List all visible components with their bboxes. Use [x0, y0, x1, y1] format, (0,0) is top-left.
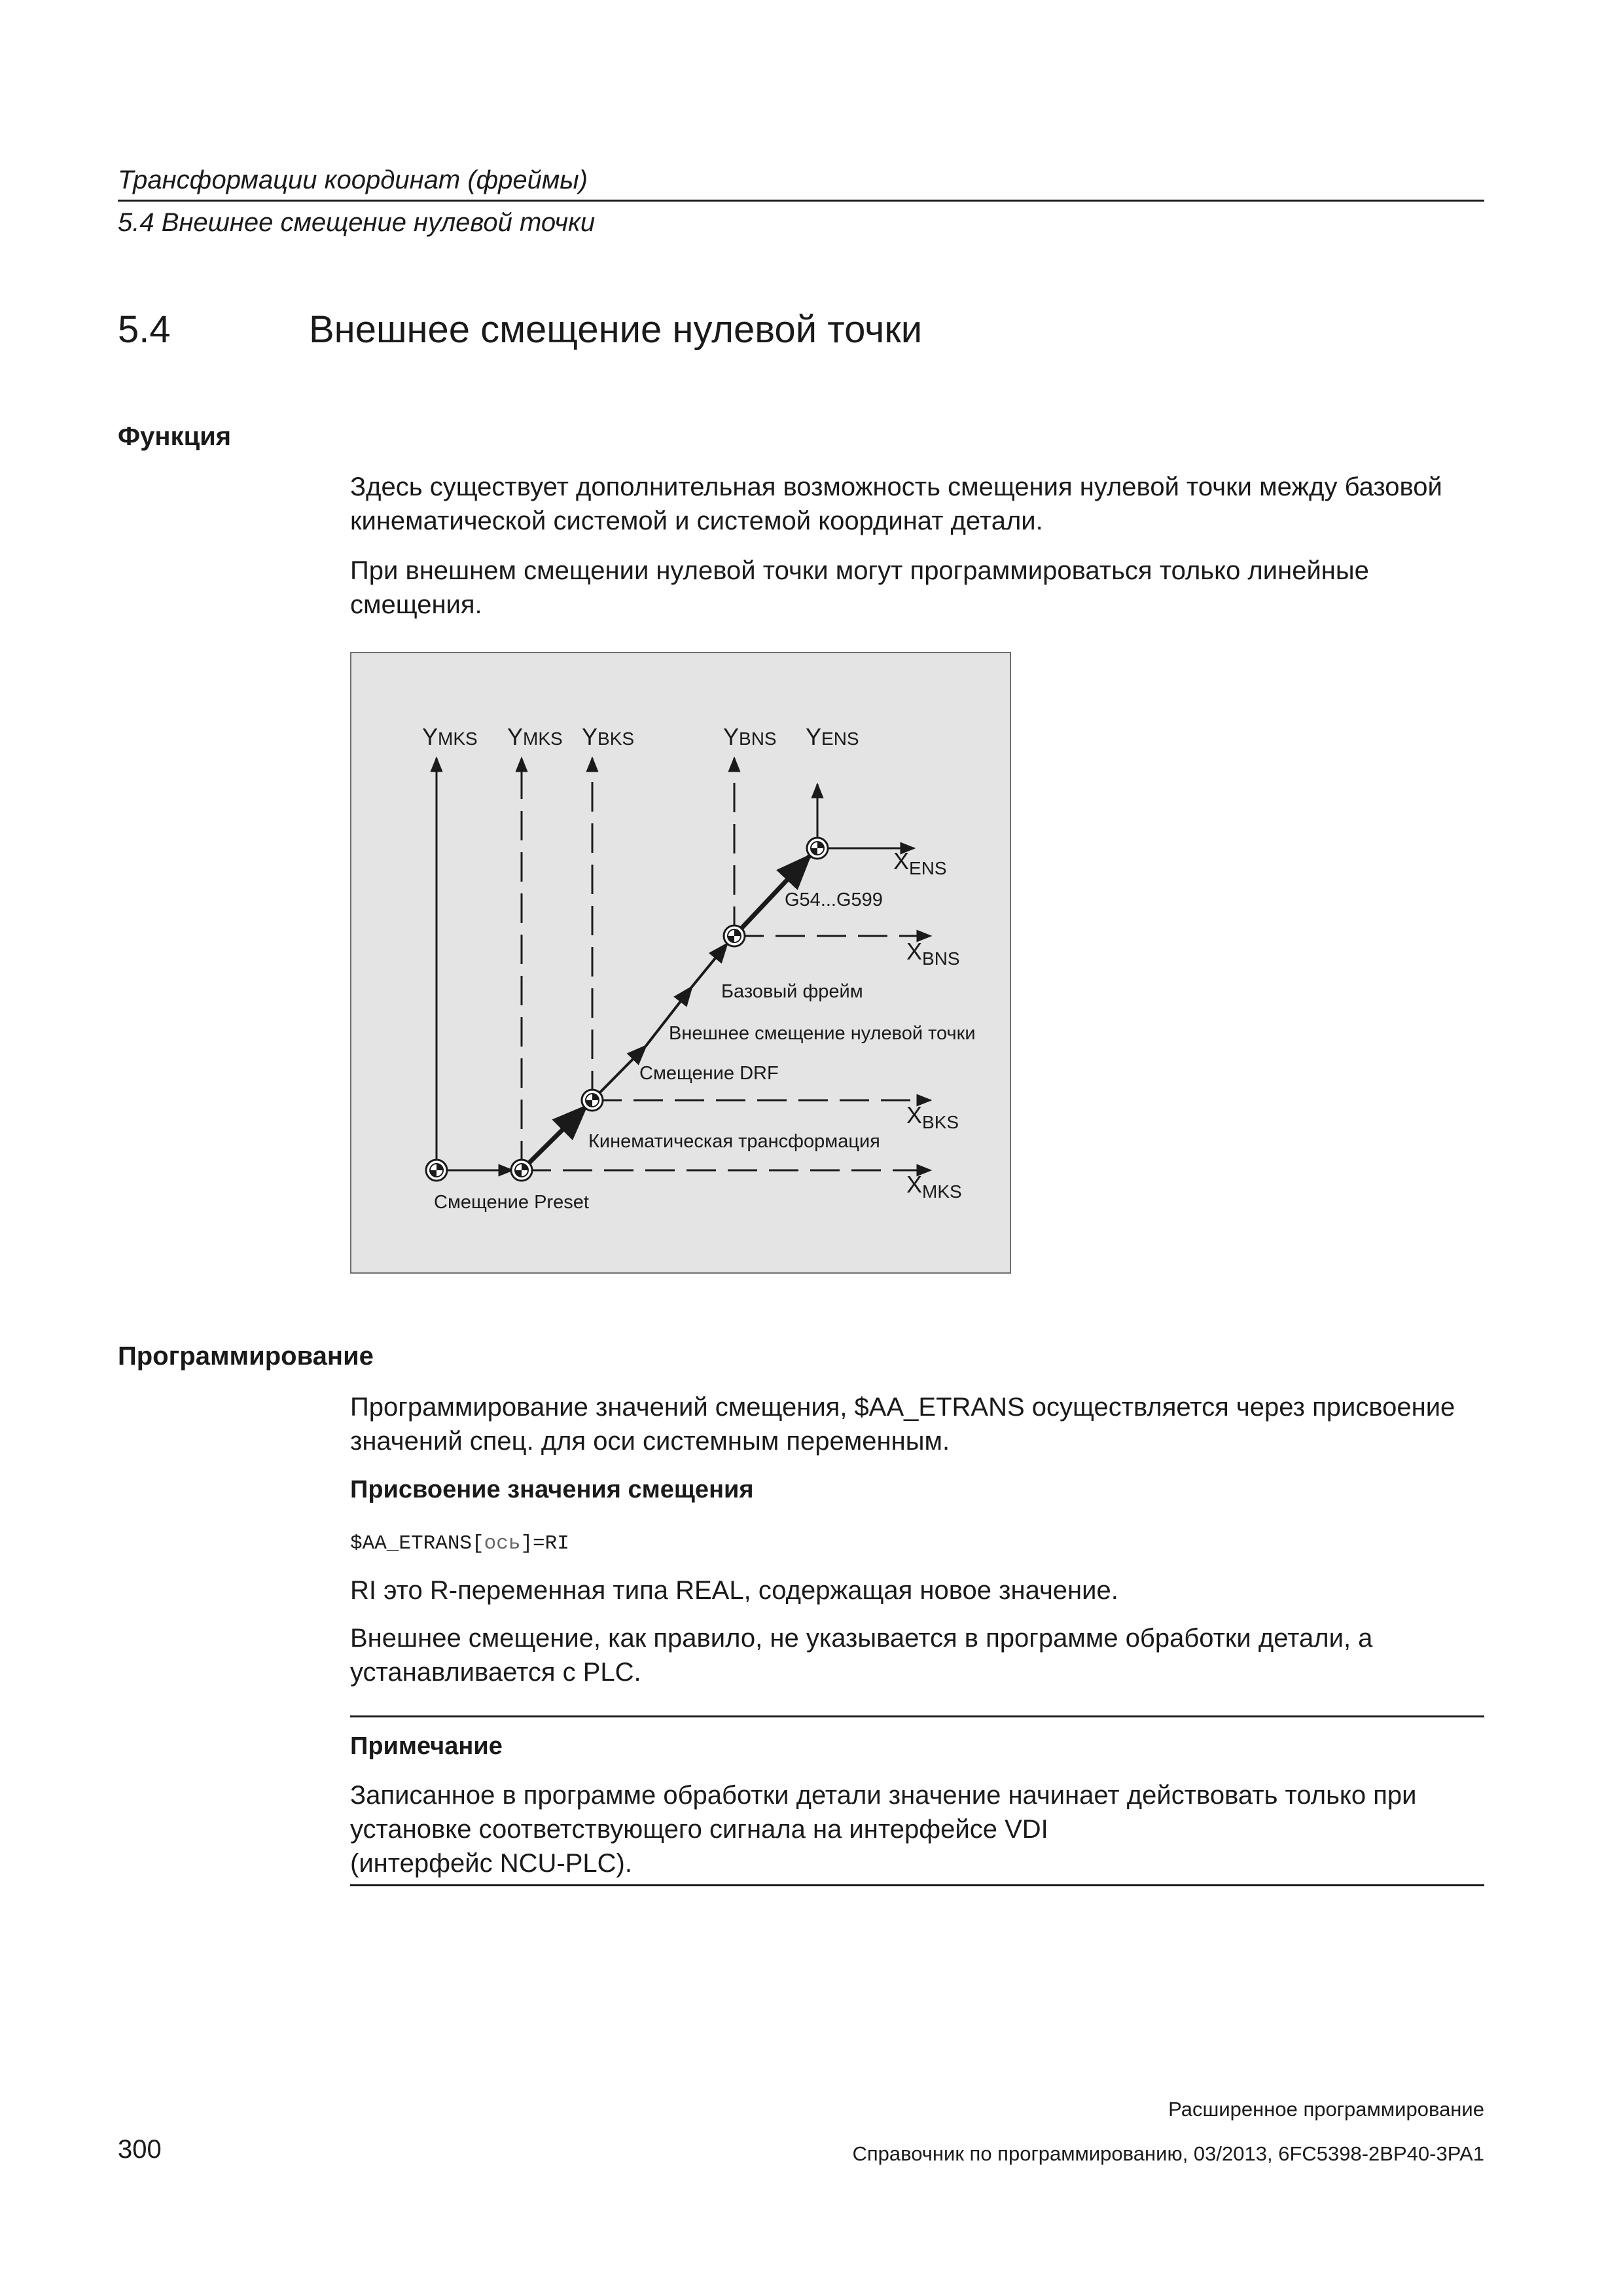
footer-reference: Справочник по программированию, 03/2013, 6FC5398-2BP40-3PA1 — [852, 2142, 1484, 2165]
note-line-3: (интерфейс NCU-PLC). — [350, 1849, 632, 1878]
note-top-rule — [350, 1715, 1484, 1717]
origin-symbol-preset — [511, 1160, 532, 1181]
x-label-ens: $X_{ENS}$ — [893, 848, 947, 878]
page-number: 300 — [118, 2135, 162, 2164]
origin-symbol-mks — [426, 1160, 447, 1181]
header-rule — [118, 200, 1484, 202]
y-label-bks: YBKS — [582, 723, 635, 750]
section-number: 5.4 — [118, 308, 171, 351]
y-label-bns: YBNS — [723, 723, 777, 750]
label-kinematic-transform: Кинематическая трансформация — [588, 1131, 880, 1152]
code-example: $AA_ETRANS[ось]=RI — [350, 1532, 569, 1555]
x-label-mks: $X_{MKS}$ — [906, 1171, 962, 1202]
assignment-subheading: Присвоение значения смещения — [350, 1476, 754, 1503]
footer-book-title: Расширенное программирование — [1168, 2098, 1484, 2121]
origin-symbol-bns — [724, 925, 745, 946]
note-heading: Примечание — [350, 1732, 503, 1760]
function-para-1: Здесь существует дополнительная возможность смещения нулевой точки между базовой кинематической системой и системой координат детали. — [350, 473, 1442, 535]
running-header-section: 5.4 Внешнее смещение нулевой точки — [118, 208, 596, 237]
label-g54: G54...G599 — [785, 889, 883, 910]
origin-symbol-bks — [582, 1090, 603, 1111]
y-label-mks-1: YMKS — [422, 723, 478, 750]
origin-symbol-ens — [807, 838, 828, 859]
coordinate-frames-diagram — [350, 652, 1011, 1274]
y-label-ens: YENS — [806, 723, 859, 750]
note-line-2: установке соответствующего сигнала на интерфейсе VDI — [350, 1815, 1048, 1844]
y-label-mks-2: YMKS — [507, 723, 563, 750]
programming-para-2: RI это R-переменная типа REAL, содержащая новое значение. — [350, 1576, 1118, 1605]
programming-para-3: Внешнее смещение, как правило, не указывается в программе обработки детали, а устанавливается с PLC. — [350, 1624, 1373, 1687]
label-preset: Смещение Preset — [434, 1192, 589, 1213]
diagram-svg — [351, 653, 1012, 1275]
running-header-chapter: Трансформации координат (фреймы) — [118, 166, 588, 194]
x-label-bks: $X_{BKS}$ — [906, 1102, 959, 1132]
drf-offset-arrow — [592, 1046, 646, 1100]
label-external-offset: Внешнее смещение нулевой точки — [669, 1023, 976, 1044]
function-para-2: При внешнем смещении нулевой точки могут программироваться только линейные смещения. — [350, 556, 1369, 619]
programming-para-1: Программирование значений смещения, $AA_ETRANS осуществляется через присвоение значений спец. для оси системным переменным. — [350, 1393, 1455, 1456]
function-heading: Функция — [118, 422, 232, 451]
kinematic-transform-arrow — [522, 1107, 586, 1170]
label-drf: Смещение DRF — [639, 1063, 779, 1084]
note-bottom-rule — [350, 1884, 1484, 1886]
section-title: Внешнее смещение нулевой точки — [309, 308, 923, 351]
x-label-bns: $X_{BNS}$ — [906, 938, 960, 969]
programming-heading: Программирование — [118, 1342, 374, 1371]
note-line-1: Записанное в программе обработки детали значение начинает действовать только при — [350, 1781, 1417, 1810]
label-base-frame: Базовый фрейм — [721, 981, 863, 1002]
